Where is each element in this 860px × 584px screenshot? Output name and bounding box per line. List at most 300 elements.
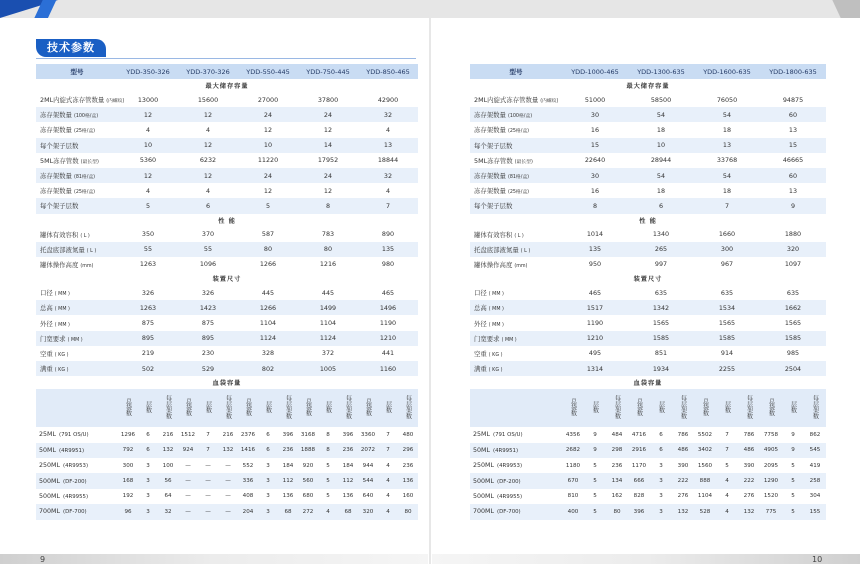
spec-value: 635 [720, 288, 734, 297]
spec-value: 1097 [784, 260, 802, 269]
bag-value: 336 [238, 473, 258, 488]
spec-value: 24 [298, 168, 358, 183]
bag-row [36, 443, 418, 458]
spec-value: 1340 [652, 230, 670, 239]
bag-value: 258 [804, 473, 826, 488]
bag-value: 300 [122, 462, 134, 469]
bag-value: 236 [278, 443, 298, 458]
spec-label [36, 315, 118, 330]
spec-value: 967 [720, 260, 734, 269]
bag-value: 3 [258, 473, 278, 488]
spec-value: 4 [145, 125, 151, 134]
spec-value: 5 [118, 198, 178, 213]
spec-value: 13 [788, 125, 798, 134]
bag-subheader-text: 每层架数 [811, 395, 819, 420]
header-model-name: YDD-370-326 [178, 64, 238, 79]
spec-value: 51000 [584, 95, 606, 104]
bag-value: 390 [677, 462, 689, 469]
bag-value: 7 [198, 443, 218, 458]
bag-subheader-text: 层数 [789, 401, 797, 414]
spec-value: 1342 [628, 300, 694, 315]
spec-label-text: 满重 [40, 365, 53, 374]
spec-label [470, 285, 562, 300]
spec-value: 635 [654, 288, 668, 297]
bag-value: 304 [809, 493, 821, 500]
spec-value: 895 [178, 331, 238, 346]
header-model-name: YDD-550-445 [238, 64, 298, 79]
bag-code: (4R9951) [58, 447, 85, 454]
spec-value: 10 [118, 138, 178, 153]
bag-value: 8 [326, 431, 330, 438]
spec-label-unit: (内螺纹) [106, 99, 125, 105]
bag-value: 3 [138, 504, 158, 519]
spec-label [36, 300, 118, 315]
bag-row [470, 427, 826, 442]
bag-value: 222 [738, 473, 760, 488]
bag-subheader [562, 389, 584, 427]
spec-value: 8 [298, 198, 358, 213]
bag-subheader-text: 每层架数 [745, 395, 753, 420]
bag-value: 4 [386, 493, 390, 500]
bag-row [470, 473, 826, 488]
bag-value: 6 [650, 443, 672, 458]
bag-value: 1180 [565, 462, 581, 469]
bag-subheader-text: 层数 [723, 401, 731, 414]
bag-value: 484 [611, 431, 623, 438]
spec-row [36, 153, 418, 168]
spec-label-text: 每个架子层数 [474, 141, 513, 150]
spec-label-unit: (25格/盒) [507, 129, 530, 135]
spec-value: 230 [201, 349, 215, 358]
spec-value: 4 [205, 125, 211, 134]
bag-value: 4 [378, 504, 398, 519]
bag-value: 216 [222, 431, 234, 438]
spec-label-unit: (最长型) [514, 159, 533, 165]
spec-label [470, 242, 562, 257]
bag-value: 3 [138, 473, 158, 488]
spec-value: 1423 [178, 300, 238, 315]
bag-value: 5 [791, 493, 795, 500]
spec-value: 12 [118, 107, 178, 122]
spec-row [36, 198, 418, 213]
bag-value: 400 [562, 504, 584, 519]
spec-value: 1263 [118, 300, 178, 315]
bag-value: — [178, 504, 198, 519]
bag-subheader [198, 389, 218, 427]
spec-value: 997 [654, 260, 668, 269]
bag-value: 5 [725, 462, 729, 469]
bag-row [470, 458, 826, 473]
spec-value: 1585 [760, 331, 826, 346]
bag-label [36, 473, 118, 488]
bag-label [470, 443, 562, 458]
bag-value: 168 [118, 473, 138, 488]
bag-subheader [694, 389, 716, 427]
bag-subheader-text: 层数 [264, 401, 272, 414]
spec-label [470, 300, 562, 315]
spec-label-unit: ( KG ) [54, 352, 69, 358]
spec-value: 502 [118, 361, 178, 376]
bag-value: — [178, 473, 198, 488]
spec-row [36, 315, 418, 330]
bag-value: 272 [298, 504, 318, 519]
spec-value: 985 [786, 349, 800, 358]
bag-value: 6 [146, 431, 150, 438]
bag-value: 6 [138, 443, 158, 458]
spec-value: 1880 [784, 230, 802, 239]
spec-label-text: 外径 [40, 319, 53, 328]
spec-label-unit: ( KG ) [54, 368, 69, 374]
bag-subheader [358, 389, 378, 427]
bag-subheader-blank [470, 389, 562, 427]
bag-row [36, 504, 418, 519]
spec-row [470, 138, 826, 153]
footer-bar-right [432, 554, 860, 564]
spec-value: 980 [381, 260, 395, 269]
bag-volume: 50ML [473, 446, 490, 454]
spec-value: 465 [588, 288, 602, 297]
spec-label-unit: ( MM ) [488, 292, 504, 298]
spec-value: 529 [178, 361, 238, 376]
spec-row [470, 122, 826, 137]
bag-row [36, 458, 418, 473]
spec-row [470, 227, 826, 242]
spec-table-right [470, 64, 826, 520]
spec-label-unit: ( KG ) [488, 368, 503, 374]
bag-code: (DF-700) [496, 509, 521, 516]
group-title-row [36, 376, 418, 389]
bag-value: 920 [302, 462, 314, 469]
spec-value: 28944 [650, 156, 672, 165]
bag-value: 112 [278, 473, 298, 488]
bag-volume: 500ML [473, 477, 494, 485]
spec-value: 32 [358, 168, 418, 183]
spec-row [36, 285, 418, 300]
spec-value: 328 [261, 349, 275, 358]
bag-subheader [738, 389, 760, 427]
spec-label-text: 冻存架数量 [474, 187, 506, 196]
bag-value: 1290 [760, 473, 782, 488]
bag-code: (4R9955) [62, 493, 89, 500]
group-title-row [470, 376, 826, 389]
bag-value: 3 [266, 493, 270, 500]
bag-value: 155 [804, 504, 826, 519]
spec-label [36, 361, 118, 376]
bag-value: 7758 [763, 431, 779, 438]
group-title-row [470, 214, 826, 227]
spec-row [36, 331, 418, 346]
group-title-row [36, 272, 418, 285]
spec-label [470, 257, 562, 272]
spec-value: 300 [694, 242, 760, 257]
spec-value: 15 [760, 138, 826, 153]
bag-subheader [760, 389, 782, 427]
spec-value: 4 [145, 186, 151, 195]
spec-value: 10 [628, 138, 694, 153]
bag-value: 160 [402, 493, 414, 500]
spec-label [470, 331, 562, 346]
bag-value: 1888 [298, 443, 318, 458]
bag-code: (4R9955) [496, 493, 523, 500]
bag-value: 204 [238, 504, 258, 519]
spec-label-text: 罐体操作高度 [40, 260, 79, 269]
bag-value: 5 [326, 462, 330, 469]
spec-label-text: 冻存架数量 [40, 111, 72, 120]
bag-value: 888 [694, 473, 716, 488]
bag-value: 4 [716, 473, 738, 488]
spec-label [470, 92, 562, 107]
bag-row [470, 489, 826, 504]
group-title: 最大储存容量 [36, 79, 418, 92]
bag-value: 7 [716, 443, 738, 458]
bag-value: 480 [402, 431, 414, 438]
bag-value: 3 [146, 462, 150, 469]
bag-code: (DF-200) [62, 478, 87, 485]
spec-row [470, 346, 826, 361]
bag-subheader [650, 389, 672, 427]
spec-label [36, 153, 118, 168]
bag-value: 9 [584, 443, 606, 458]
bag-value: 2072 [358, 443, 378, 458]
spec-value: 1104 [319, 319, 337, 328]
bag-value: 136 [398, 473, 418, 488]
bag-value: 136 [342, 493, 354, 500]
bag-subheader-text: 层数 [324, 401, 332, 414]
bag-label [36, 427, 118, 442]
bag-value: 1512 [180, 431, 196, 438]
spec-value: 18 [722, 125, 732, 134]
bag-volume: 500ML [39, 477, 60, 485]
bag-value: 666 [628, 473, 650, 488]
bag-value: 5 [584, 504, 606, 519]
spec-label-text: 托盘底部液氮量 [474, 245, 519, 254]
bag-subheader [318, 389, 338, 427]
bag-volume: 700ML [39, 508, 60, 516]
spec-value: 7 [694, 198, 760, 213]
bag-subheader-text: 总袋数 [635, 398, 643, 417]
bag-value: 7 [386, 431, 390, 438]
bag-value: 276 [677, 493, 689, 500]
spec-label-text: 托盘底部液氮量 [40, 245, 85, 254]
spec-label-unit: (25格/盒) [507, 190, 530, 196]
spec-label-text: 外径 [474, 319, 487, 328]
bag-value: 7 [378, 443, 398, 458]
bag-value: 236 [611, 462, 623, 469]
bag-value: 184 [342, 462, 354, 469]
spec-row [470, 361, 826, 376]
bag-subheader [338, 389, 358, 427]
spec-value: 1565 [718, 319, 736, 328]
spec-value: 1210 [358, 331, 418, 346]
bag-subheader-text: 总袋数 [244, 398, 252, 417]
spec-value: 16 [590, 125, 600, 134]
spec-label-unit: ( L ) [514, 233, 524, 239]
bag-value: 4 [725, 493, 729, 500]
spec-row [36, 107, 418, 122]
spec-value: 12 [323, 186, 333, 195]
spec-label [36, 168, 118, 183]
bag-subheader [782, 389, 804, 427]
bag-value: — [185, 493, 191, 500]
spec-row [36, 257, 418, 272]
bag-value: 4905 [760, 443, 782, 458]
spec-label-unit: ( L ) [80, 233, 90, 239]
group-title: 最大储存容量 [470, 79, 826, 92]
spec-value: 60 [760, 168, 826, 183]
bag-value: 5 [782, 504, 804, 519]
bag-row [470, 443, 826, 458]
bag-value: 390 [743, 462, 755, 469]
bag-code: (4R9953) [496, 463, 523, 470]
bag-subheader-text: 总袋数 [767, 398, 775, 417]
spec-label [470, 107, 562, 122]
bag-value: 132 [738, 504, 760, 519]
bag-subheader [278, 389, 298, 427]
bag-value: 4 [716, 504, 738, 519]
header-model-name: YDD-850-465 [358, 64, 418, 79]
spec-label [36, 138, 118, 153]
spec-label-unit: (25格/盒) [73, 190, 96, 196]
bag-value: 6 [258, 443, 278, 458]
bag-value: 184 [282, 462, 294, 469]
spec-value: 1517 [562, 300, 628, 315]
bag-value: 3 [650, 504, 672, 519]
bag-subheader-text: 每层架数 [679, 395, 687, 420]
bag-value: 132 [672, 504, 694, 519]
bag-value: 9 [782, 443, 804, 458]
spec-value: 1314 [562, 361, 628, 376]
spec-value: 635 [786, 288, 800, 297]
spec-row [470, 107, 826, 122]
spec-label-unit: (81格/盒) [507, 175, 530, 181]
bag-subheader-text: 总袋数 [184, 398, 192, 417]
spec-value: 320 [760, 242, 826, 257]
bag-value: 9 [791, 431, 795, 438]
spec-label-text: 每个架子层数 [474, 202, 513, 211]
bag-value: 4 [318, 504, 338, 519]
spec-value: 890 [381, 230, 395, 239]
spec-value: 465 [381, 288, 395, 297]
spec-label-text: 口径 [40, 289, 53, 298]
bag-label [36, 504, 118, 519]
bag-value: 924 [178, 443, 198, 458]
bag-code: (DF-700) [62, 509, 87, 516]
spec-label-text: 2ML内旋式冻存管数量 [40, 96, 105, 105]
spec-label-unit: (81格/盒) [73, 175, 96, 181]
spec-row [470, 331, 826, 346]
spec-value: 895 [118, 331, 178, 346]
bag-value: 1520 [763, 493, 779, 500]
bag-subheader [672, 389, 694, 427]
spec-value: 54 [694, 168, 760, 183]
bag-value: 4356 [565, 431, 581, 438]
bag-subheader [378, 389, 398, 427]
bag-label [470, 504, 562, 519]
spec-label-unit: (25格/盒) [73, 129, 96, 135]
group-title-row [36, 79, 418, 92]
spec-label-unit: (100格/盒) [73, 114, 99, 120]
bag-subheader-text: 每层架数 [344, 395, 352, 420]
bag-value: 396 [342, 431, 354, 438]
spec-row [470, 315, 826, 330]
spec-label-text: 罐体有效容积 [474, 230, 513, 239]
bag-subheader-text: 总袋数 [364, 398, 372, 417]
spec-label-unit: (100格/盒) [507, 114, 533, 120]
spec-value: 54 [628, 107, 694, 122]
spec-value: 265 [628, 242, 694, 257]
bag-value: 5 [318, 473, 338, 488]
spec-value: 16 [590, 186, 600, 195]
spec-label-text: 空重 [474, 349, 487, 358]
section-title: 技术参数 [36, 39, 106, 57]
bag-value: 5 [593, 462, 597, 469]
spec-value: 18 [656, 125, 666, 134]
bag-value: 3 [146, 493, 150, 500]
spec-label-text: 2ML内旋式冻存管数量 [474, 96, 539, 105]
bag-subheader-text: 层数 [204, 401, 212, 414]
spec-row [470, 242, 826, 257]
bag-subheader [716, 389, 738, 427]
spec-value: 12 [178, 168, 238, 183]
bag-value: 6 [659, 431, 663, 438]
bag-subheader [804, 389, 826, 427]
spec-label-text: 冻存架数量 [40, 187, 72, 196]
spec-label-text: 冻存架数量 [40, 126, 72, 135]
spec-value: 7 [358, 198, 418, 213]
bag-volume: 25ML [39, 431, 56, 439]
bag-code: (791 OS/U) [58, 432, 89, 439]
bag-value: 810 [567, 493, 579, 500]
spec-value: 6 [628, 198, 694, 213]
bag-value: — [225, 462, 231, 469]
bag-value: 1104 [697, 493, 713, 500]
bag-value: 222 [672, 473, 694, 488]
bag-value: 134 [606, 473, 628, 488]
bag-value: 792 [118, 443, 138, 458]
bag-value: 3 [266, 462, 270, 469]
bag-value: 68 [338, 504, 358, 519]
spec-value: 5360 [139, 156, 157, 165]
header-model-name: YDD-1800-635 [760, 64, 826, 79]
bag-value: — [205, 462, 211, 469]
bag-value: 396 [282, 431, 294, 438]
spec-value: 18 [722, 186, 732, 195]
group-title: 血袋容量 [36, 376, 418, 389]
bag-value: 6 [266, 431, 270, 438]
spec-row [470, 168, 826, 183]
spec-label-text: 空重 [40, 349, 53, 358]
bag-subheader-text: 每层架数 [404, 395, 412, 420]
spec-row [36, 300, 418, 315]
bag-value: 296 [398, 443, 418, 458]
bag-value: 1170 [631, 462, 647, 469]
spec-row [36, 227, 418, 242]
spec-label-text: 满重 [474, 365, 487, 374]
spec-row [470, 257, 826, 272]
bag-value: 192 [122, 493, 134, 500]
bag-value: — [185, 462, 191, 469]
bag-row [470, 504, 826, 519]
spec-row [470, 92, 826, 107]
bag-label [36, 458, 118, 473]
spec-label-text: 5ML冻存管数 [474, 156, 513, 165]
footer-bar-left [0, 554, 428, 564]
spec-value: 875 [141, 319, 155, 328]
bag-subheader-text: 总袋数 [701, 398, 709, 417]
spec-value: 14 [298, 138, 358, 153]
header-model-name: YDD-1000-465 [562, 64, 628, 79]
spec-value: 24 [238, 107, 298, 122]
